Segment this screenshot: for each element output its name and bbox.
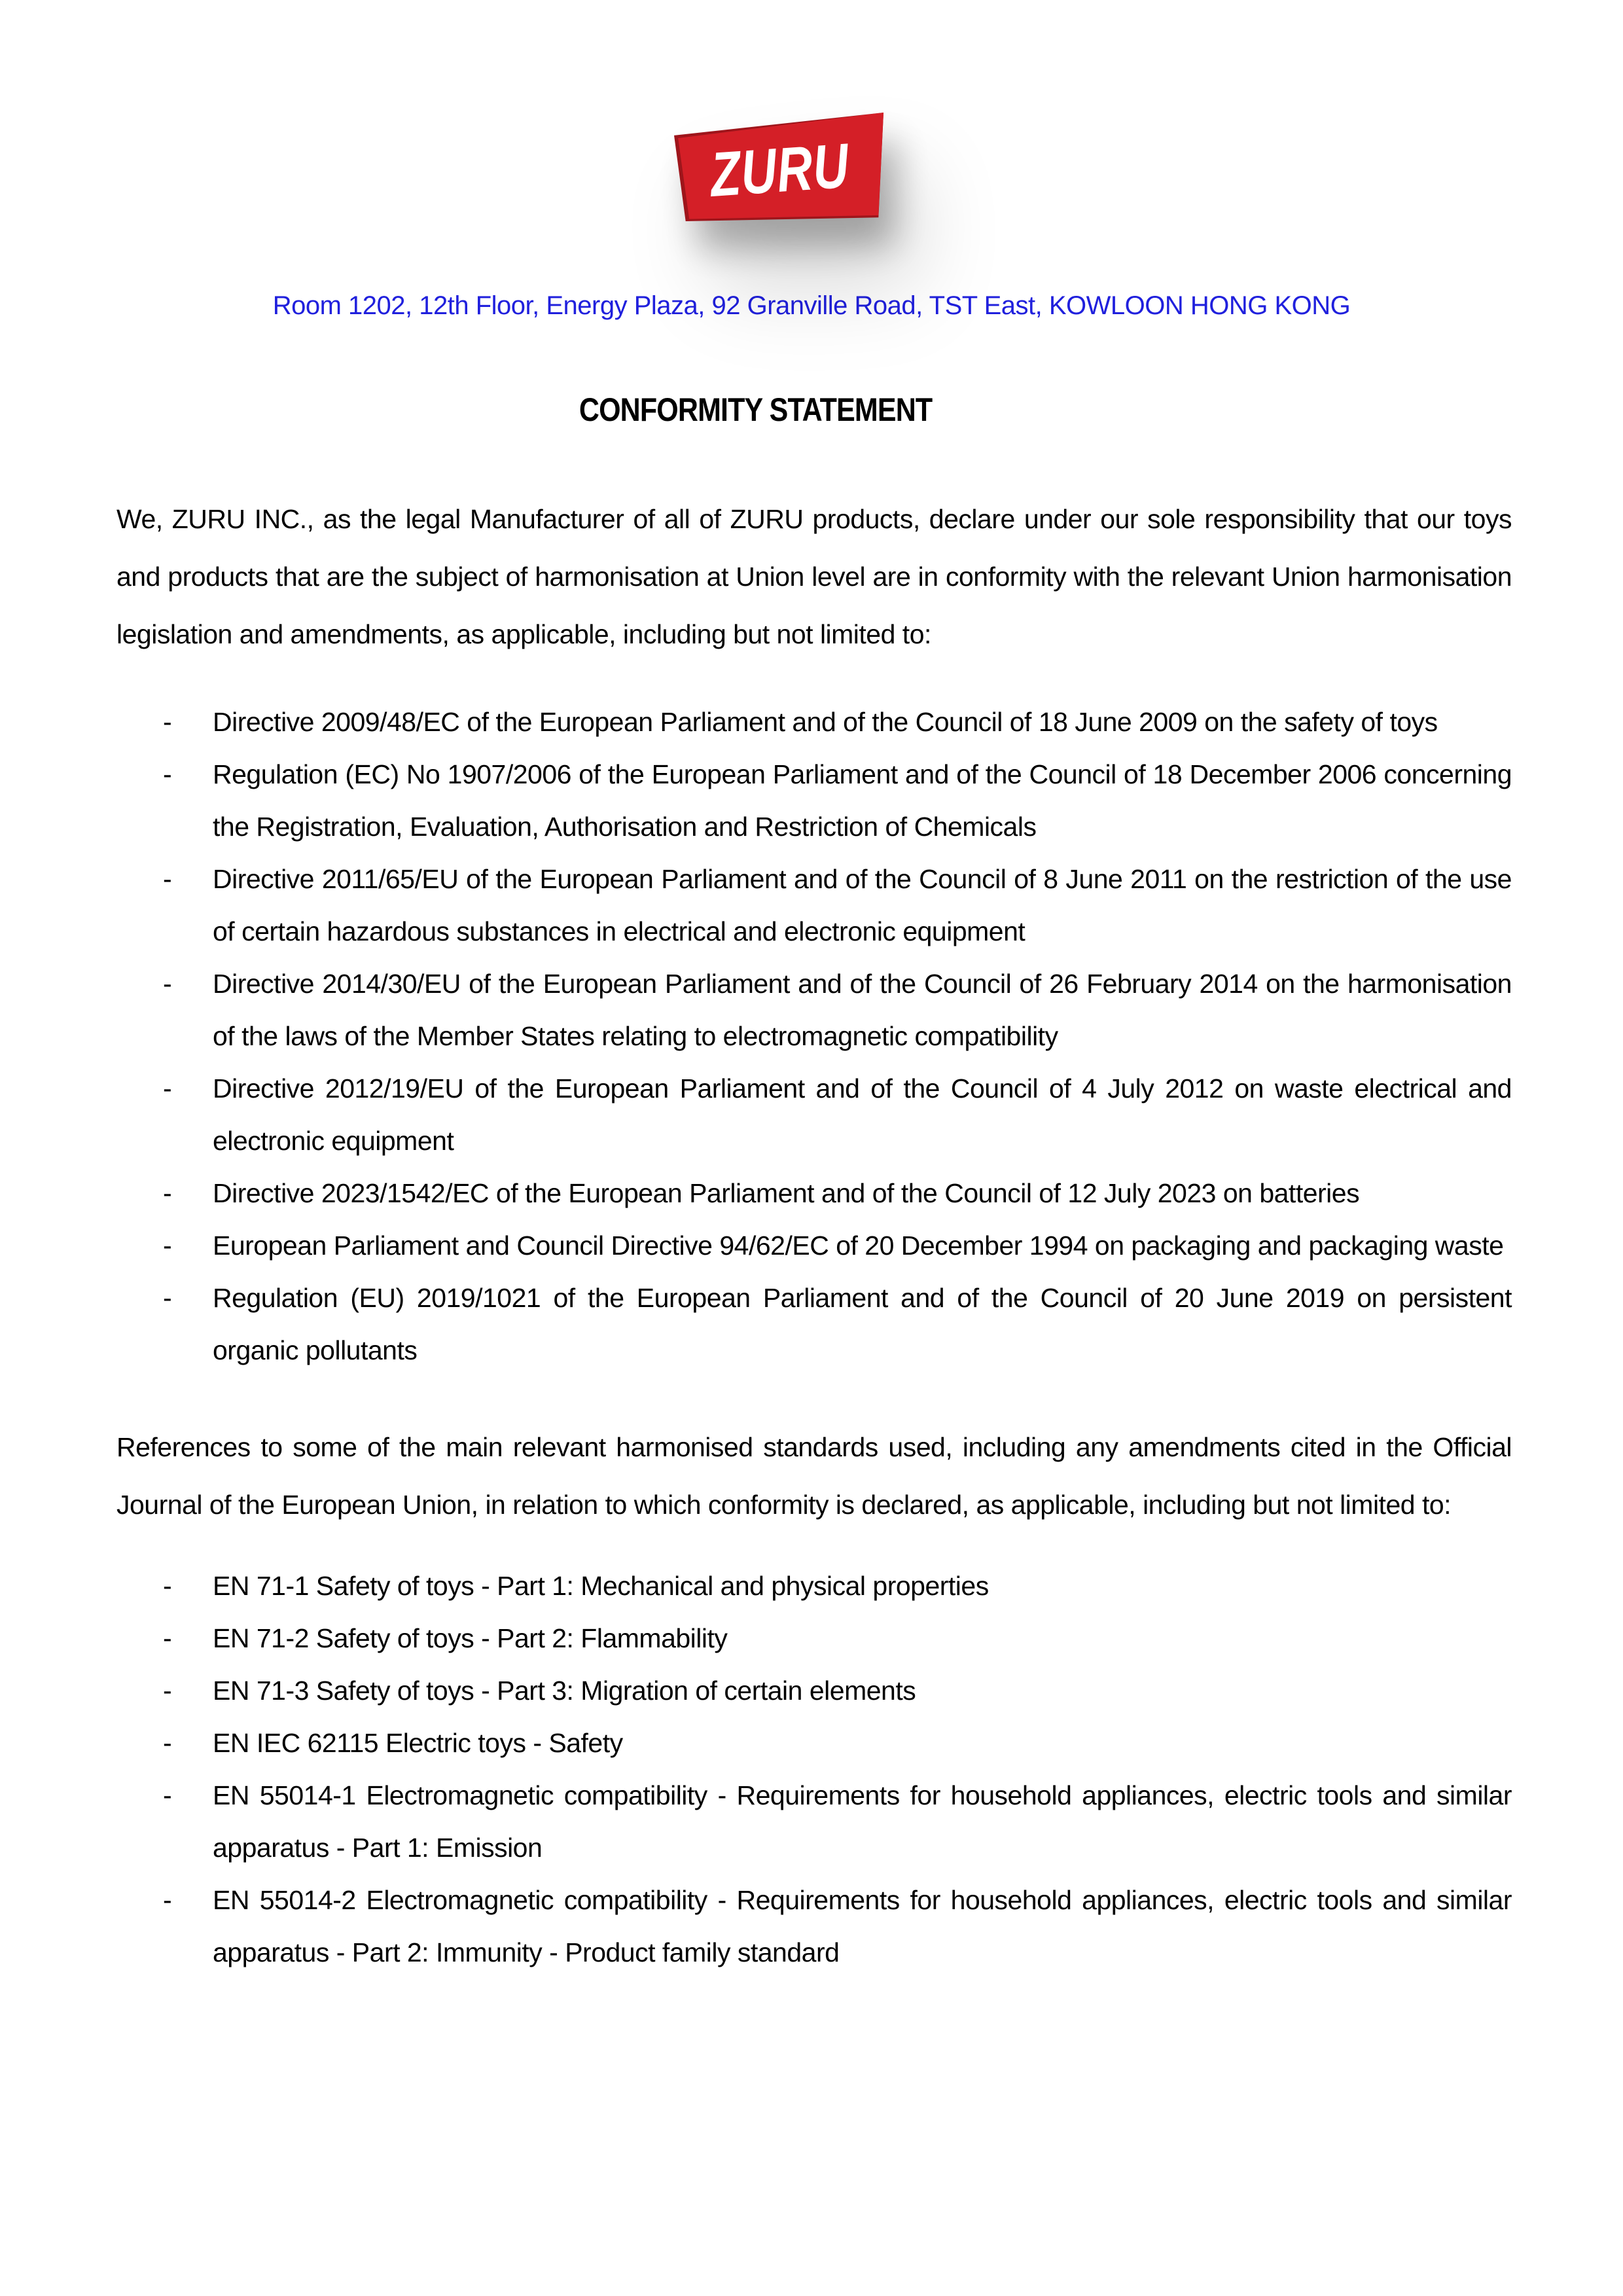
dash-marker: -	[163, 1073, 172, 1103]
standard-item	[163, 1769, 1512, 1874]
standard-item-text: EN 71-2 Safety of toys - Part 2: Flammability	[213, 1623, 728, 1653]
legislation-item	[163, 748, 1512, 853]
dash-marker: -	[163, 864, 172, 894]
dash-marker: -	[163, 1283, 172, 1313]
dash-marker: -	[163, 1728, 172, 1758]
document-title-text: CONFORMITY STATEMENT	[579, 391, 933, 428]
standard-item	[163, 1560, 1512, 1612]
standards-list	[163, 1560, 1512, 1979]
standard-item	[163, 1664, 1512, 1717]
legislation-item-text: Directive 2023/1542/EC of the European Parliament and of the Council of 12 July 2023 on batteries	[213, 1178, 1360, 1208]
legislation-item-text: Directive 2012/19/EU of the European Parliament and of the Council of 4 July 2012 on waste electrical and electronic equipment	[213, 1073, 1512, 1156]
standard-item-text: EN 55014-2 Electromagnetic compatibility - Requirements for household appliances, electric tools and similar apparatus - Part 2: Immunity - Product family standard	[213, 1885, 1512, 1967]
legislation-list	[163, 696, 1512, 1376]
standard-item	[163, 1874, 1512, 1979]
dash-marker: -	[163, 1230, 172, 1261]
document-title	[0, 391, 1567, 428]
company-address: Room 1202, 12th Floor, Energy Plaza, 92 Granville Road, TST East, KOWLOON HONG KONG	[272, 291, 1351, 320]
legislation-item	[163, 1219, 1512, 1272]
standards-intro-paragraph: References to some of the main relevant harmonised standards used, including any amendments cited in the Official Journal of the European Union, in relation to which conformity is declared, as applicable, including but not limited to:	[116, 1432, 1512, 1520]
legislation-item	[163, 853, 1512, 958]
dash-marker: -	[163, 1885, 172, 1915]
legislation-item-text: Directive 2011/65/EU of the European Parliament and of the Council of 8 June 2011 on the restriction of the use of certain hazardous substances in electrical and electronic equipment	[213, 864, 1512, 946]
standard-item	[163, 1612, 1512, 1664]
legislation-item-text: Directive 2014/30/EU of the European Parliament and of the Council of 26 February 2014 on the harmonisation of the laws of the Member States relating to electromagnetic compatibility	[213, 969, 1512, 1051]
dash-marker: -	[163, 1178, 172, 1208]
legislation-item-text: Regulation (EC) No 1907/2006 of the European Parliament and of the Council of 18 December 2006 concerning the Registration, Evaluation, Authorisation and Restriction of Chemicals	[213, 759, 1512, 842]
dash-marker: -	[163, 759, 172, 789]
dash-marker: -	[163, 1623, 172, 1653]
legislation-item-text: European Parliament and Council Directive 94/62/EC of 20 December 1994 on packaging and packaging waste	[213, 1230, 1504, 1261]
legislation-item	[163, 1167, 1512, 1219]
legislation-item	[163, 696, 1512, 748]
legislation-item	[163, 1272, 1512, 1376]
standard-item-text: EN 55014-1 Electromagnetic compatibility - Requirements for household appliances, electric tools and similar apparatus - Part 1: Emission	[213, 1780, 1512, 1863]
legislation-item	[163, 958, 1512, 1062]
standard-item-text: EN 71-3 Safety of toys - Part 3: Migration of certain elements	[213, 1676, 916, 1706]
dash-marker: -	[163, 969, 172, 999]
dash-marker: -	[163, 1780, 172, 1810]
dash-marker: -	[163, 1676, 172, 1706]
standard-item-text: EN 71-1 Safety of toys - Part 1: Mechanical and physical properties	[213, 1571, 989, 1601]
standard-item-text: EN IEC 62115 Electric toys - Safety	[213, 1728, 623, 1758]
legislation-item-text: Regulation (EU) 2019/1021 of the European Parliament and of the Council of 20 June 2019 on persistent organic pollutants	[213, 1283, 1512, 1365]
legislation-item-text: Directive 2009/48/EC of the European Parliament and of the Council of 18 June 2009 on the safety of toys	[213, 707, 1438, 737]
zuru-logo	[674, 113, 885, 221]
legislation-item	[163, 1062, 1512, 1167]
zuru-logo-text: ZURU	[707, 130, 851, 210]
dash-marker: -	[163, 707, 172, 737]
standard-item	[163, 1717, 1512, 1769]
dash-marker: -	[163, 1571, 172, 1601]
intro-paragraph: We, ZURU INC., as the legal Manufacturer of all of ZURU products, declare under our sole responsibility that our toys and products that are the subject of harmonisation at Union level are in conformity with the relevant Union harmonisation legislation and amendments, as applicable, including but not limited to:	[116, 504, 1512, 649]
